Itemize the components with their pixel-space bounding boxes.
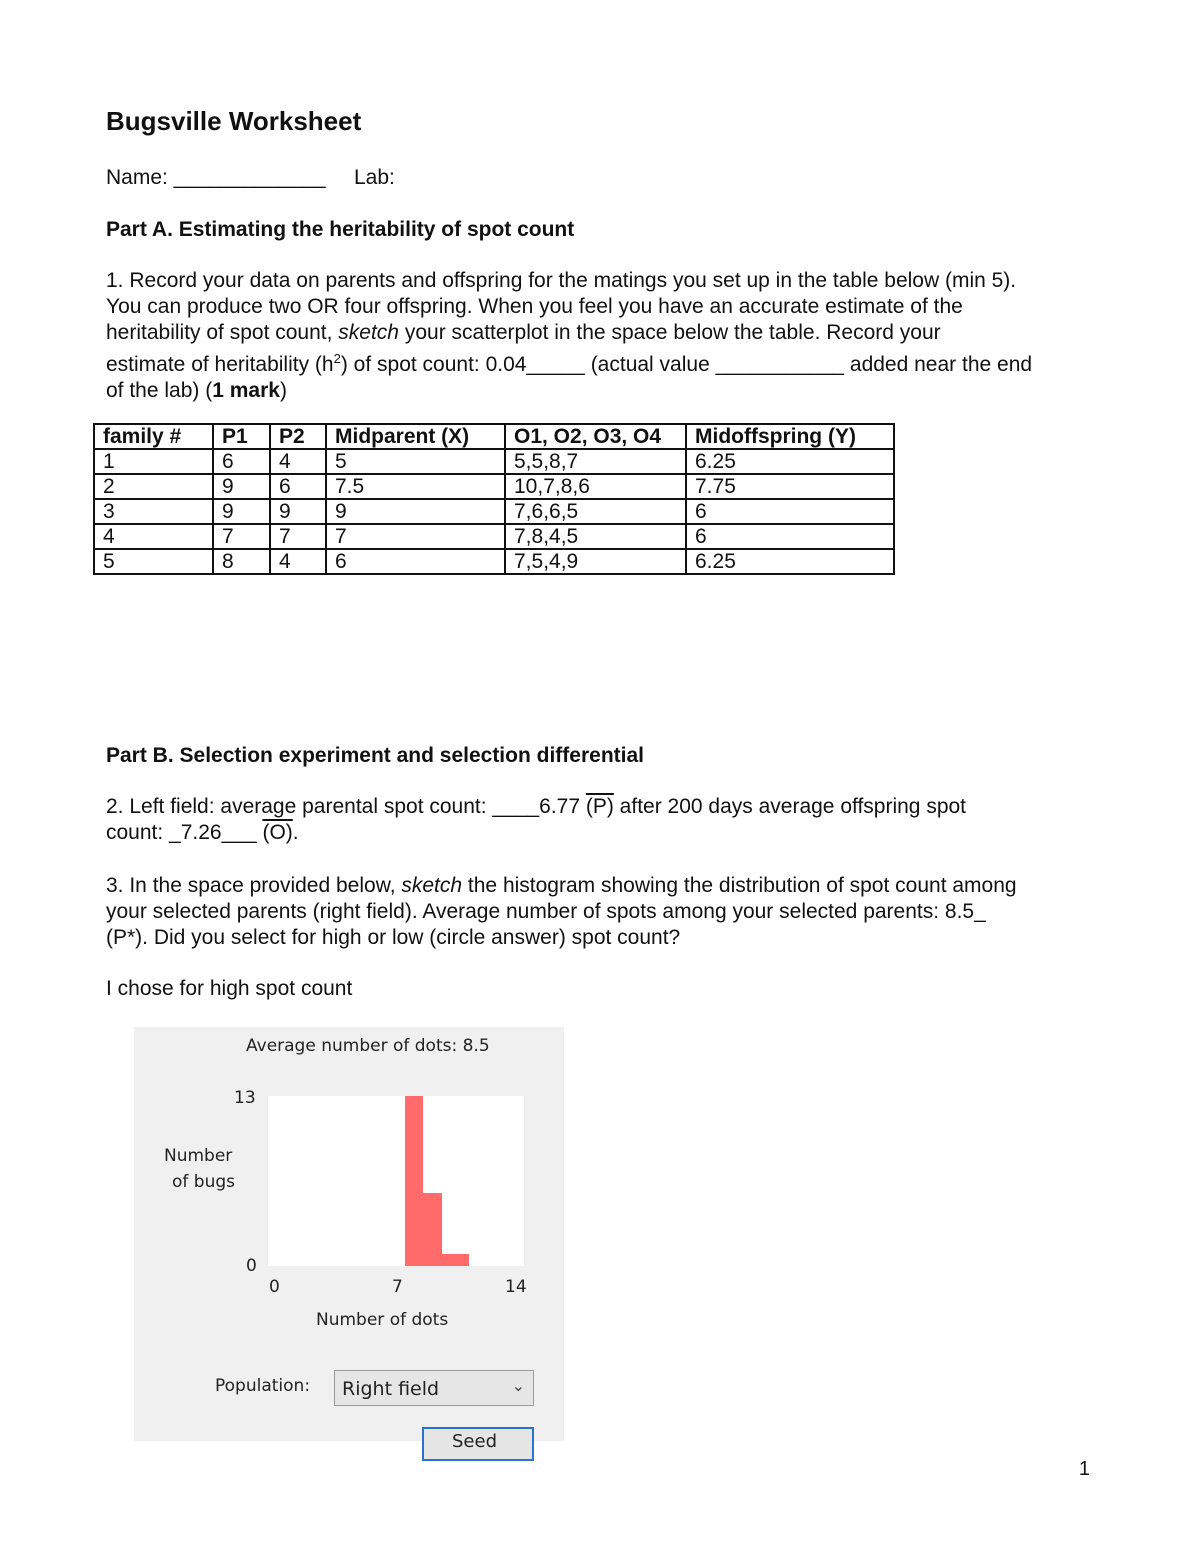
table-cell: 5 [94,549,213,574]
worksheet-title: Bugsville Worksheet [106,106,362,136]
x-tick: 0 [269,1277,280,1297]
y-min-tick: 0 [246,1256,257,1276]
histogram-panel [134,1027,564,1452]
seed-button-label: Seed [452,1431,497,1452]
histogram-bar [405,1096,423,1266]
table-cell: 4 [270,449,326,474]
table-cell: 7 [213,524,270,549]
name-field: Name: _____________ [106,166,326,189]
table-cell: 6 [270,474,326,499]
table-cell: 4 [270,549,326,574]
table-cell: 6.25 [686,549,894,574]
histogram-bar [442,1254,469,1266]
table-cell: 4 [94,524,213,549]
col-header: P2 [270,424,326,449]
table-cell: 6 [326,549,505,574]
table-row [94,449,894,474]
part-b-heading: Part B. Selection experiment and selection differential [106,744,644,767]
table-cell: 1 [94,449,213,474]
lab-field: Lab: [354,166,395,189]
table-cell: 7 [270,524,326,549]
col-header: Midoffspring (Y) [686,424,894,449]
table-cell: 7,5,4,9 [505,549,686,574]
y-axis-label-2: of bugs [172,1172,236,1192]
part-a-heading: Part A. Estimating the heritability of spot count [106,218,575,241]
average-dots-label: Average number of dots: 8.5 [246,1036,490,1056]
table-cell: 9 [213,474,270,499]
x-axis-label: Number of dots [316,1310,449,1330]
table-cell: 9 [270,499,326,524]
q3-line-2: your selected parents (right field). Average number of spots among your selected parents: 8.5_ [106,900,986,923]
y-axis-label-1: Number [164,1146,233,1166]
table-row [94,549,894,574]
question-1 [106,268,1106,404]
chevron-down-icon: ⌄ [511,1376,525,1395]
x-tick: 7 [392,1277,403,1297]
page-number: 1 [1078,1458,1090,1480]
col-header: Midparent (X) [326,424,505,449]
table-row [94,524,894,549]
table-cell: 6 [686,524,894,549]
table-cell: 10,7,8,6 [505,474,686,499]
population-select[interactable] [334,1370,534,1406]
table-cell: 6 [686,499,894,524]
q1-line-5: of the lab) (1 mark) [106,379,287,402]
q1-line-1: 1. Record your data on parents and offspring for the matings you set up in the table below (min 5). [106,269,1017,292]
table-cell: 5,5,8,7 [505,449,686,474]
answer-text: I chose for high spot count [106,977,353,1000]
table-cell: 6.25 [686,449,894,474]
q3-line-1: 3. In the space provided below, sketch the histogram showing the distribution of spot count among [106,874,1017,897]
table-cell: 7,6,6,5 [505,499,686,524]
table-row [94,474,894,499]
table-cell: 9 [213,499,270,524]
table-row [94,499,894,524]
seed-button[interactable] [422,1427,534,1461]
col-header: O1, O2, O3, O4 [505,424,686,449]
x-tick: 14 [505,1277,527,1297]
table-cell: 7.75 [686,474,894,499]
q1-line-4: estimate of heritability $(h^2)$ of spot count: 0.04_____ (actual value ___________ added near the end [106,351,1033,376]
table-cell: 2 [94,474,213,499]
table-cell: 7 [326,524,505,549]
q1-line-2: You can produce two OR four offspring. When you feel you have an accurate estimate of the [106,295,963,318]
q2-line-1: 2. Left field: average parental spot count: ____6.77 (P) after 200 days average offspring spot [106,795,967,818]
col-header: P1 [213,424,270,449]
table-header-row [94,424,894,449]
matings-table [93,423,895,575]
q2-line-2: count: _7.26___ (O). [106,821,299,844]
population-label: Population: [215,1376,311,1396]
table-cell: 7,8,4,5 [505,524,686,549]
question-3 [106,873,1106,951]
q1-line-3: heritability of spot count, sketch your scatterplot in the space below the table. Record your [106,321,941,344]
table-cell: 5 [326,449,505,474]
y-max-tick: 13 [234,1088,256,1108]
question-2 [106,794,1106,846]
table-cell: 8 [213,549,270,574]
table-cell: 6 [213,449,270,474]
table-cell: 3 [94,499,213,524]
histogram-plot-area [268,1096,524,1266]
table-cell: 7.5 [326,474,505,499]
table-cell: 9 [326,499,505,524]
col-header: family # [94,424,213,449]
histogram-bar [423,1193,441,1266]
population-select-value: Right field [342,1378,440,1400]
q3-line-3: (P*). Did you select for high or low (circle answer) spot count? [106,926,681,949]
